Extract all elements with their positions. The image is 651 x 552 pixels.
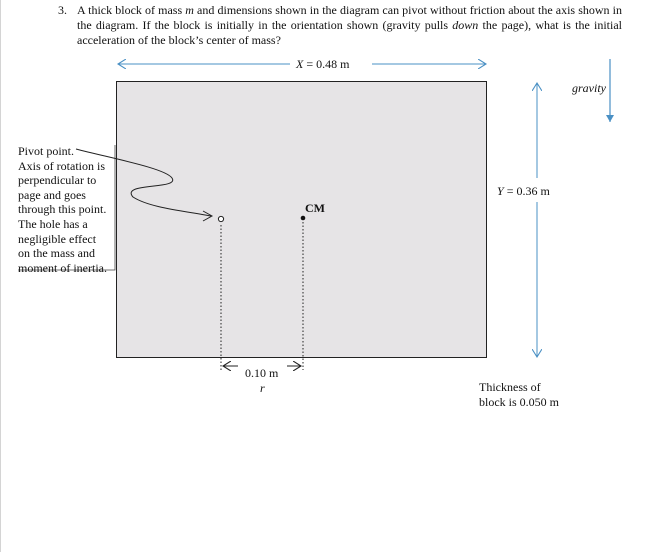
question-text-part-3: the page), what is the initial acceleration of the block’s center of mass? — [77, 18, 623, 47]
pivot-note-line: page and goes — [18, 187, 86, 202]
height-variable: Y — [497, 184, 504, 198]
pivot-note-line: Axis of rotation is — [18, 158, 105, 173]
r-variable-label: r — [260, 381, 265, 395]
pivot-hole — [218, 216, 223, 221]
pivot-note-line: moment of inertia. — [18, 260, 107, 275]
cm-label: CM — [305, 201, 325, 215]
question-number: 3. — [58, 3, 67, 17]
width-label — [293, 57, 352, 71]
question-text-part-1: A thick block of mass — [77, 3, 186, 17]
question-text-part-2: and dimensions shown in the diagram can pivot without friction about the axis shown in the diagram. If the block is initially in the orientation shown (gravity pulls — [77, 3, 623, 32]
pivot-note-line: The hole has a — [18, 216, 88, 231]
width-value: = 0.48 m — [303, 57, 350, 71]
pivot-note-line: perpendicular to — [18, 173, 97, 188]
center-of-mass-dot — [301, 216, 306, 221]
thickness-note — [479, 380, 559, 410]
width-variable: X — [296, 57, 304, 71]
pivot-note-line: on the mass and — [18, 246, 95, 261]
pivot-note — [18, 144, 118, 275]
pivot-note-line: through this point. — [18, 202, 107, 217]
pivot-note-line: negligible effect — [18, 231, 97, 246]
gravity-label: gravity — [572, 81, 606, 95]
pivot-note-line: Pivot point. — [18, 144, 75, 158]
r-value-label: 0.10 m — [245, 366, 279, 380]
height-value: = 0.36 m — [503, 184, 550, 198]
thickness-line: block is 0.050 m — [479, 395, 559, 409]
thickness-line: Thickness of — [479, 380, 541, 394]
height-label — [495, 184, 552, 198]
mass-variable: m — [185, 3, 194, 17]
down-word: down — [452, 18, 479, 32]
